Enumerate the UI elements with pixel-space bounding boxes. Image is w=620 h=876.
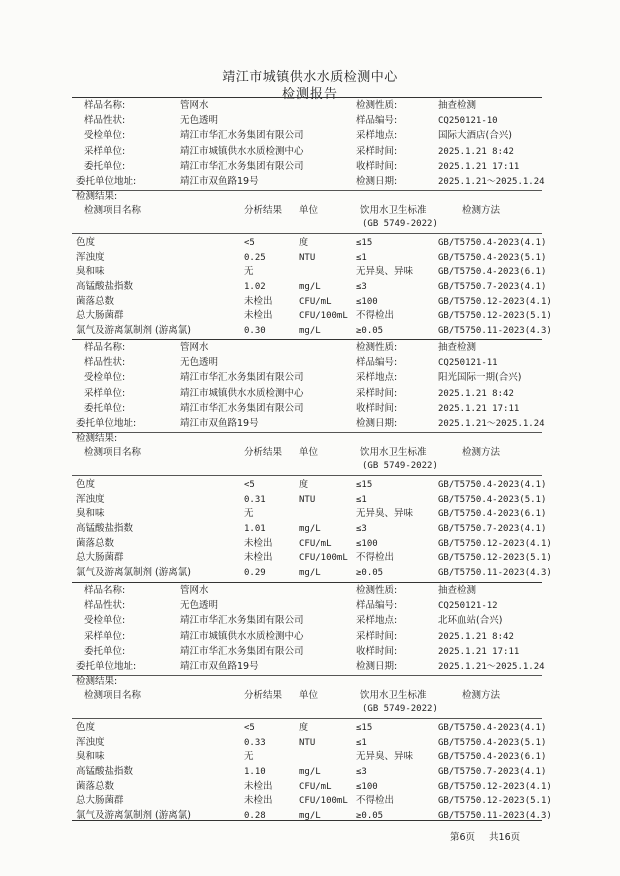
item-standard: ≤3 — [356, 524, 367, 534]
label-entrust-unit: 受检单位: — [84, 615, 126, 627]
item-method: GB/T5750.11-2023(4.3) — [438, 567, 552, 578]
item-unit: NTU — [299, 252, 316, 263]
value-sample-name: 管网水 — [180, 585, 209, 596]
item-unit: 度 — [299, 480, 309, 491]
item-standard: ≤100 — [356, 296, 378, 307]
item-unit: 度 — [299, 723, 309, 734]
label-sampling-place: 采样地点: — [356, 615, 398, 627]
item-standard: ≥0.05 — [356, 325, 384, 336]
value-client-address: 靖江市双鱼路19号 — [180, 418, 259, 429]
label-sample-name: 样品名称: — [84, 100, 126, 111]
item-method: GB/T5750.7-2023(4.1) — [438, 282, 547, 292]
value-sampling-time: 2025.1.21 8:42 — [438, 146, 514, 157]
label-entrust-unit: 受检单位: — [84, 372, 126, 384]
item-result: 未检出 — [244, 295, 273, 307]
item-method: GB/T5750.4-2023(4.1) — [438, 238, 547, 249]
label-client-address: 委托单位地址: — [76, 661, 137, 672]
value-receive-time: 2025.1.21 17:11 — [438, 403, 520, 414]
col-standard-header: 饮用水卫生标准 — [360, 690, 427, 702]
item-standard: ≤3 — [356, 767, 367, 777]
item-result: 无 — [244, 508, 254, 520]
item-unit: NTU — [299, 494, 316, 505]
value-sampling-place: 国际大酒店(合兴) — [438, 130, 512, 142]
col-result-header: 分析结果 — [244, 205, 283, 217]
label-sample-no: 样品编号: — [356, 600, 398, 612]
item-name: 浑浊度 — [76, 251, 105, 263]
item-result: 0.31 — [244, 494, 266, 505]
item-standard: ≤15 — [356, 723, 373, 734]
item-method: GB/T5750.11-2023(4.3) — [438, 810, 552, 821]
value-receive-time: 2025.1.21 17:11 — [438, 646, 520, 657]
value-test-date: 2025.1.21～2025.1.24 — [438, 662, 545, 672]
item-standard: ≤1 — [356, 494, 367, 505]
item-unit: CFU/100mL — [299, 553, 348, 564]
value-client-unit: 靖江市华汇水务集团有限公司 — [180, 160, 304, 172]
label-sampling-time: 采样时间: — [356, 387, 398, 399]
label-test-date: 检测日期: — [356, 176, 398, 187]
item-standard: 不得检出 — [356, 795, 395, 807]
rule-line — [72, 475, 542, 476]
value-client-address: 靖江市双鱼路19号 — [180, 176, 259, 187]
item-unit: CFU/mL — [299, 538, 332, 549]
rule-line — [72, 820, 542, 821]
label-sample-no: 样品编号: — [356, 357, 398, 369]
label-sampling-place: 采样地点: — [356, 130, 398, 142]
item-method: GB/T5750.12-2023(4.1) — [438, 781, 552, 792]
label-client-unit: 委托单位: — [84, 402, 126, 414]
label-sampling-time: 采样时间: — [356, 145, 398, 157]
value-entrust-unit: 靖江市华汇水务集团有限公司 — [180, 130, 304, 142]
rule-line — [72, 233, 542, 234]
value-nature: 抽查检测 — [438, 100, 477, 111]
item-result: 0.33 — [244, 737, 266, 748]
label-client-address: 委托单位地址: — [76, 418, 137, 429]
item-result: <5 — [244, 480, 255, 491]
item-name: 菌落总数 — [76, 295, 115, 307]
item-name: 总大肠菌群 — [76, 310, 124, 322]
label-sampling-unit: 采样单位: — [84, 387, 126, 399]
item-method: GB/T5750.4-2023(6.1) — [438, 509, 547, 520]
item-method: GB/T5750.12-2023(5.1) — [438, 311, 552, 322]
label-nature: 检测性质: — [356, 585, 398, 596]
item-name: 浑浊度 — [76, 736, 105, 748]
item-standard: 不得检出 — [356, 552, 395, 564]
item-result: 0.25 — [244, 252, 266, 263]
page-number: 第6页 — [450, 832, 476, 843]
item-standard: 无异臭、异味 — [356, 751, 414, 763]
item-name: 浑浊度 — [76, 493, 105, 505]
item-unit: CFU/mL — [299, 781, 332, 792]
item-method: GB/T5750.4-2023(6.1) — [438, 267, 547, 278]
item-method: GB/T5750.4-2023(6.1) — [438, 752, 547, 763]
item-unit: CFU/100mL — [299, 311, 348, 322]
value-sample-no: CQ250121-10 — [438, 116, 498, 127]
item-standard: ≤15 — [356, 238, 373, 249]
item-unit: 度 — [299, 238, 309, 249]
rule-line — [72, 675, 542, 676]
item-method: GB/T5750.12-2023(5.1) — [438, 796, 552, 807]
report-org: 靖江市城镇供水水质检测中心 — [222, 70, 398, 85]
label-test-date: 检测日期: — [356, 661, 398, 672]
value-sampling-unit: 靖江市城镇供水水质检测中心 — [180, 145, 304, 157]
item-method: GB/T5750.7-2023(4.1) — [438, 524, 547, 534]
label-sample-state: 样品性状: — [84, 357, 126, 369]
item-name: 色度 — [76, 479, 96, 491]
col-standard-code: (GB 5749-2022) — [362, 461, 438, 472]
item-method: GB/T5750.4-2023(4.1) — [438, 480, 547, 491]
item-unit: mg/L — [299, 524, 321, 534]
item-result: 0.29 — [244, 567, 266, 578]
label-client-unit: 委托单位: — [84, 160, 126, 172]
label-nature: 检测性质: — [356, 342, 398, 353]
label-client-unit: 委托单位: — [84, 645, 126, 657]
item-name: 总大肠菌群 — [76, 795, 124, 807]
label-sample-state: 样品性状: — [84, 600, 126, 612]
value-client-address: 靖江市双鱼路19号 — [180, 661, 259, 672]
col-method-header: 检测方法 — [462, 690, 501, 702]
item-name: 菌落总数 — [76, 537, 115, 549]
label-sampling-time: 采样时间: — [356, 630, 398, 642]
item-name: 高锰酸盐指数 — [76, 766, 134, 777]
label-entrust-unit: 受检单位: — [84, 130, 126, 142]
item-unit: NTU — [299, 737, 316, 748]
item-method: GB/T5750.12-2023(4.1) — [438, 538, 552, 549]
results-label: 检测结果: — [76, 676, 118, 688]
col-method-header: 检测方法 — [462, 205, 501, 217]
label-receive-time: 收样时间: — [356, 402, 398, 414]
col-standard-code: (GB 5749-2022) — [362, 704, 438, 715]
label-nature: 检测性质: — [356, 100, 398, 111]
value-test-date: 2025.1.21～2025.1.24 — [438, 177, 545, 187]
rule-line — [72, 718, 542, 719]
value-sample-state: 无色透明 — [180, 357, 219, 369]
item-result: 1.02 — [244, 282, 266, 292]
item-name: 总大肠菌群 — [76, 552, 124, 564]
value-client-unit: 靖江市华汇水务集团有限公司 — [180, 402, 304, 414]
item-name: 色度 — [76, 237, 96, 249]
label-sample-no: 样品编号: — [356, 115, 398, 127]
item-name: 菌落总数 — [76, 780, 115, 792]
item-standard: ≤100 — [356, 781, 378, 792]
value-sample-no: CQ250121-11 — [438, 358, 498, 369]
col-item-header: 检测项目名称 — [84, 690, 142, 702]
value-sampling-unit: 靖江市城镇供水水质检测中心 — [180, 387, 304, 399]
item-result: 1.01 — [244, 524, 266, 534]
value-entrust-unit: 靖江市华汇水务集团有限公司 — [180, 372, 304, 384]
item-result: 未检出 — [244, 780, 273, 792]
item-name: 高锰酸盐指数 — [76, 523, 134, 534]
item-result: 未检出 — [244, 310, 273, 322]
report-title: 检测报告 — [281, 87, 338, 102]
label-sampling-unit: 采样单位: — [84, 145, 126, 157]
item-name: 高锰酸盐指数 — [76, 281, 134, 292]
item-method: GB/T5750.4-2023(5.1) — [438, 252, 547, 263]
item-unit: mg/L — [299, 282, 321, 292]
item-method: GB/T5750.4-2023(4.1) — [438, 723, 547, 734]
value-sample-state: 无色透明 — [180, 115, 219, 127]
value-receive-time: 2025.1.21 17:11 — [438, 161, 520, 172]
value-sample-name: 管网水 — [180, 100, 209, 111]
col-unit-header: 单位 — [299, 690, 319, 702]
label-receive-time: 收样时间: — [356, 160, 398, 172]
col-standard-code: (GB 5749-2022) — [362, 219, 438, 230]
results-label: 检测结果: — [76, 433, 118, 445]
label-client-address: 委托单位地址: — [76, 176, 137, 187]
col-unit-header: 单位 — [299, 447, 319, 459]
label-sample-state: 样品性状: — [84, 115, 126, 127]
item-standard: 无异臭、异味 — [356, 508, 414, 520]
page-footer — [450, 829, 534, 843]
label-sample-name: 样品名称: — [84, 342, 126, 353]
item-standard: ≥0.05 — [356, 810, 384, 821]
item-standard: ≤1 — [356, 252, 367, 263]
item-standard: ≤3 — [356, 282, 367, 292]
item-standard: 不得检出 — [356, 310, 395, 322]
rule-line — [72, 339, 542, 340]
rule-line — [72, 190, 542, 191]
item-method: GB/T5750.7-2023(4.1) — [438, 767, 547, 777]
value-sampling-unit: 靖江市城镇供水水质检测中心 — [180, 630, 304, 642]
item-method: GB/T5750.11-2023(4.3) — [438, 325, 552, 336]
col-unit-header: 单位 — [299, 205, 319, 217]
item-method: GB/T5750.12-2023(4.1) — [438, 296, 552, 307]
item-result: <5 — [244, 723, 255, 734]
value-sample-no: CQ250121-12 — [438, 601, 498, 612]
item-result: 0.30 — [244, 325, 266, 336]
col-standard-header: 饮用水卫生标准 — [360, 447, 427, 459]
value-nature: 抽查检测 — [438, 585, 477, 596]
item-result: 无 — [244, 266, 254, 278]
value-sample-name: 管网水 — [180, 342, 209, 353]
item-name: 氯气及游离氯制剂 (游离氯) — [76, 809, 191, 821]
value-sampling-time: 2025.1.21 8:42 — [438, 388, 514, 399]
col-result-header: 分析结果 — [244, 690, 283, 702]
item-standard: ≤15 — [356, 480, 373, 491]
rule-line — [72, 97, 542, 98]
item-name: 臭和味 — [76, 508, 105, 520]
label-test-date: 检测日期: — [356, 418, 398, 429]
item-unit: CFU/mL — [299, 296, 332, 307]
item-method: GB/T5750.4-2023(5.1) — [438, 737, 547, 748]
col-result-header: 分析结果 — [244, 447, 283, 459]
item-unit: mg/L — [299, 567, 321, 578]
item-standard: ≤1 — [356, 737, 367, 748]
item-name: 臭和味 — [76, 266, 105, 278]
item-result: 未检出 — [244, 552, 273, 564]
label-sampling-place: 采样地点: — [356, 372, 398, 384]
col-item-header: 检测项目名称 — [84, 447, 142, 459]
value-sampling-place: 北环血站(合兴) — [438, 615, 503, 627]
item-name: 氯气及游离氯制剂 (游离氯) — [76, 566, 191, 578]
item-result: 未检出 — [244, 537, 273, 549]
item-name: 氯气及游离氯制剂 (游离氯) — [76, 324, 191, 336]
item-unit: mg/L — [299, 767, 321, 777]
item-standard: 无异臭、异味 — [356, 266, 414, 278]
value-sampling-time: 2025.1.21 8:42 — [438, 631, 514, 642]
item-standard: ≤100 — [356, 538, 378, 549]
col-standard-header: 饮用水卫生标准 — [360, 205, 427, 217]
item-standard: ≥0.05 — [356, 567, 384, 578]
results-label: 检测结果: — [76, 191, 118, 203]
value-client-unit: 靖江市华汇水务集团有限公司 — [180, 645, 304, 657]
item-result: 无 — [244, 751, 254, 763]
item-unit: mg/L — [299, 325, 321, 336]
item-result: 1.10 — [244, 767, 266, 777]
item-result: <5 — [244, 238, 255, 249]
item-unit: mg/L — [299, 810, 321, 821]
label-sample-name: 样品名称: — [84, 585, 126, 596]
item-result: 未检出 — [244, 795, 273, 807]
rule-line — [72, 582, 542, 583]
col-item-header: 检测项目名称 — [84, 205, 142, 217]
col-method-header: 检测方法 — [462, 447, 501, 459]
label-receive-time: 收样时间: — [356, 645, 398, 657]
rule-line — [72, 432, 542, 433]
item-name: 臭和味 — [76, 751, 105, 763]
item-method: GB/T5750.4-2023(5.1) — [438, 494, 547, 505]
item-method: GB/T5750.12-2023(5.1) — [438, 553, 552, 564]
value-test-date: 2025.1.21～2025.1.24 — [438, 419, 545, 429]
value-nature: 抽查检测 — [438, 342, 477, 353]
value-sampling-place: 阳光国际一期(合兴) — [438, 372, 522, 384]
value-sample-state: 无色透明 — [180, 600, 219, 612]
page-total: 共16页 — [489, 832, 521, 843]
label-sampling-unit: 采样单位: — [84, 630, 126, 642]
value-entrust-unit: 靖江市华汇水务集团有限公司 — [180, 615, 304, 627]
item-result: 0.28 — [244, 810, 266, 821]
item-name: 色度 — [76, 722, 96, 734]
item-unit: CFU/100mL — [299, 796, 348, 807]
